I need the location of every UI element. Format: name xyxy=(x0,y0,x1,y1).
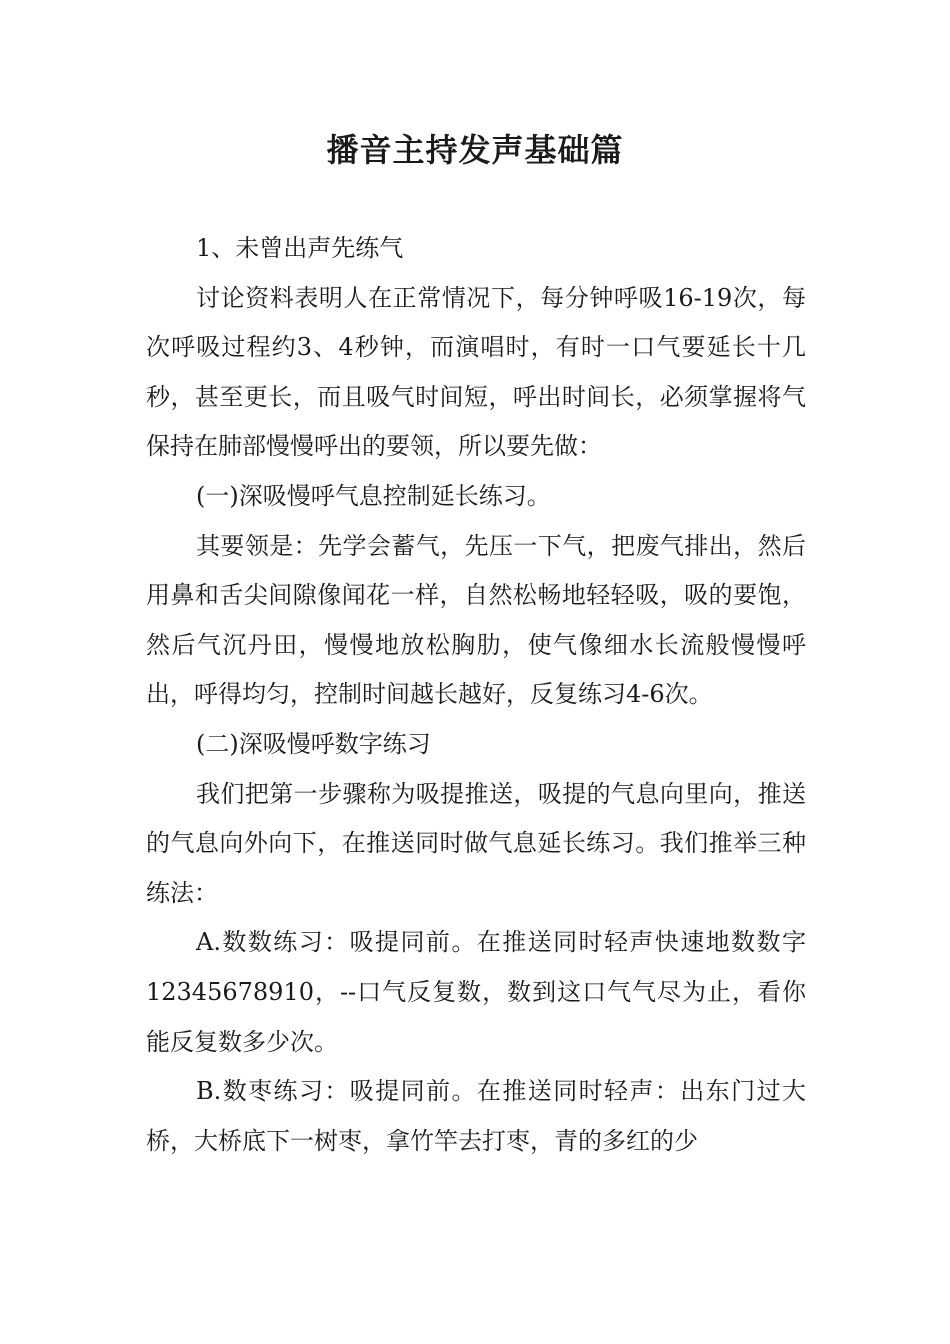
paragraph-breath-control-method: 其要领是：先学会蓄气，先压一下气，把废气排出，然后用鼻和舌尖间隙像闻花一样，自然松畅地轻轻吸，吸的要饱，然后气沉丹田，慢慢地放松胸肋，使气像细水长流般慢慢呼出，呼得均匀，控制时间越长越好，反复练习4-6次。 xyxy=(146,531,806,709)
paragraph-breathing-research: 讨论资料表明人在正常情况下，每分钟呼吸16-19次，每次呼吸过程约3、4秒钟，而演唱时，有时一口气要延长十几秒，甚至更长，而且吸气时间短，呼出时间长，必须掌握将气保持在肺部慢慢呼出的要领，所以要先做： xyxy=(146,283,806,461)
paragraph-inhale-push: 我们把第一步骤称为吸提推送，吸提的气息向里向，推送的气息向外向下，在推送同时做气息延长练习。我们推举三种练法： xyxy=(146,779,806,907)
subheading-number-practice: (二)深吸慢呼数字练习 xyxy=(196,729,431,758)
paragraph-date-counting-practice: B.数枣练习：吸提同前。在推送同时轻声：出东门过大桥，大桥底下一树枣，拿竹竿去打枣，青的多红的少 xyxy=(146,1077,806,1155)
section-heading-1: 1、未曾出声先练气 xyxy=(196,234,404,262)
paragraph-counting-practice: A.数数练习：吸提同前。在推送同时轻声快速地数数字12345678910，--口气反复数，数到这口气气尽为止，看你能反复数多少次。 xyxy=(146,928,806,1056)
document-title: 播音主持发声基础篇 xyxy=(326,131,624,169)
document-body xyxy=(146,224,806,1166)
subheading-breath-control: (一)深吸慢呼气息控制延长练习。 xyxy=(196,481,551,510)
